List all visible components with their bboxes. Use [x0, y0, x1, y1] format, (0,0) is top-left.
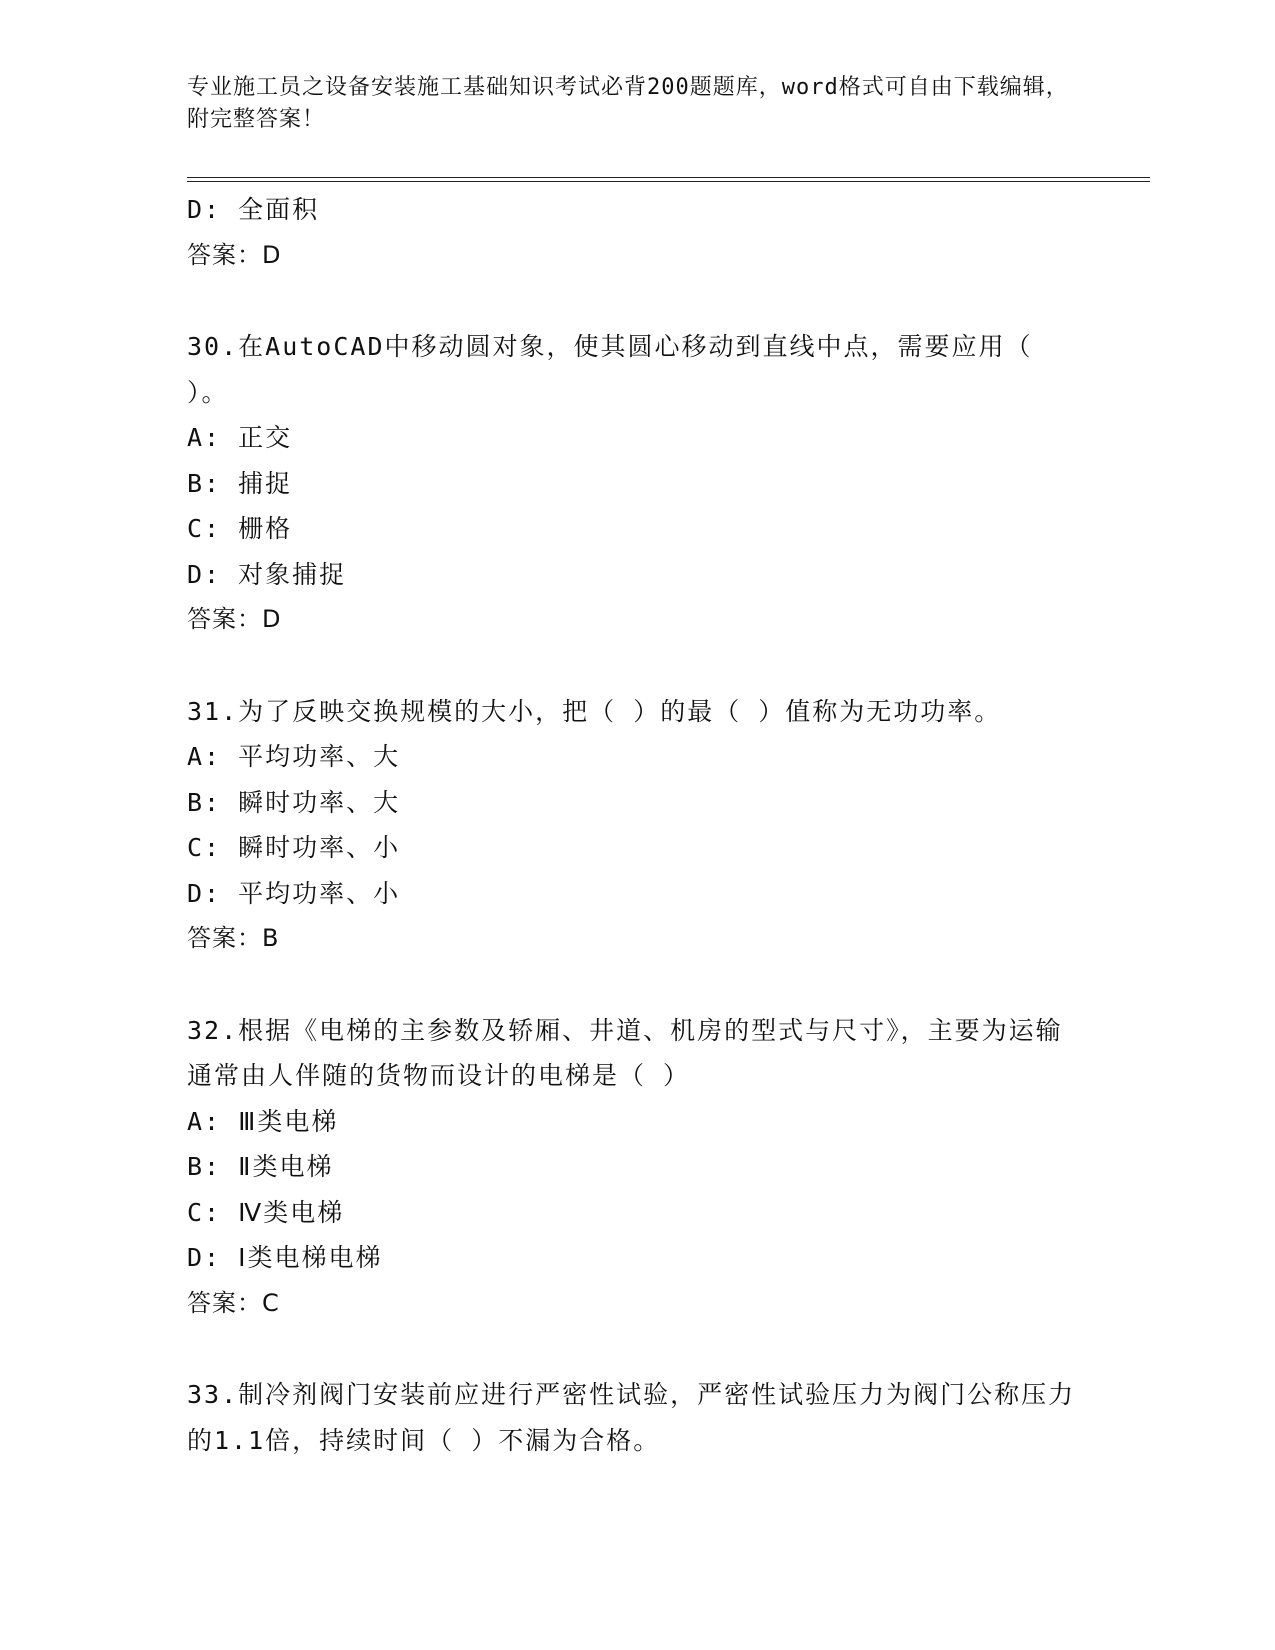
option-a: A: Ⅲ类电梯 [187, 1106, 339, 1136]
question-33 [187, 1372, 1087, 1463]
option-d: D: 平均功率、小 [187, 878, 401, 908]
option-b: B: 瞬时功率、大 [187, 787, 401, 817]
option-d: D: 全面积 [187, 195, 320, 224]
question-text: 30.在AutoCAD中移动圆对象，使其圆心移动到直线中点，需要应用（ ）。 [187, 332, 1033, 407]
header-divider [187, 177, 1150, 182]
option-d: D: 对象捕捉 [187, 559, 347, 589]
option-b: B: 捕捉 [187, 468, 293, 498]
option-d: D: Ⅰ类电梯电梯 [187, 1243, 383, 1272]
question-30 [187, 324, 1087, 643]
option-c: C: 瞬时功率、小 [187, 833, 401, 862]
question-text: 33.制冷剂阀门安装前应进行严密性试验，严密性试验压力为阀门公称压力的1.1倍，持续时间（ ）不漏为合格。 [187, 1380, 1076, 1455]
answer-line: 答案：B [187, 924, 280, 952]
option-c: C: Ⅳ类电梯 [187, 1197, 345, 1227]
question-text: 31.为了反映交换规模的大小，把（ ）的最（ ）值称为无功功率。 [187, 696, 1002, 726]
question-text: 32.根据《电梯的主参数及轿厢、井道、机房的型式与尺寸》，主要为运输通常由人伴随的货物而设计的电梯是（ ） [187, 1015, 1063, 1090]
option-a: A: 平均功率、大 [187, 742, 401, 771]
answer-line: 答案：D [187, 240, 282, 269]
question-31 [187, 689, 1087, 962]
option-c: C: 栅格 [187, 514, 293, 543]
answer-line: 答案：C [187, 1288, 280, 1317]
document-header: 专业施工员之设备安装施工基础知识考试必背200题题库，word格式可自由下载编辑，附完整答案！ [187, 75, 1069, 132]
option-b: B: Ⅱ类电梯 [187, 1152, 334, 1181]
option-a: A: 正交 [187, 423, 293, 452]
question-32 [187, 1008, 1087, 1327]
answer-line: 答案：D [187, 605, 282, 633]
question-content [187, 187, 1087, 1463]
